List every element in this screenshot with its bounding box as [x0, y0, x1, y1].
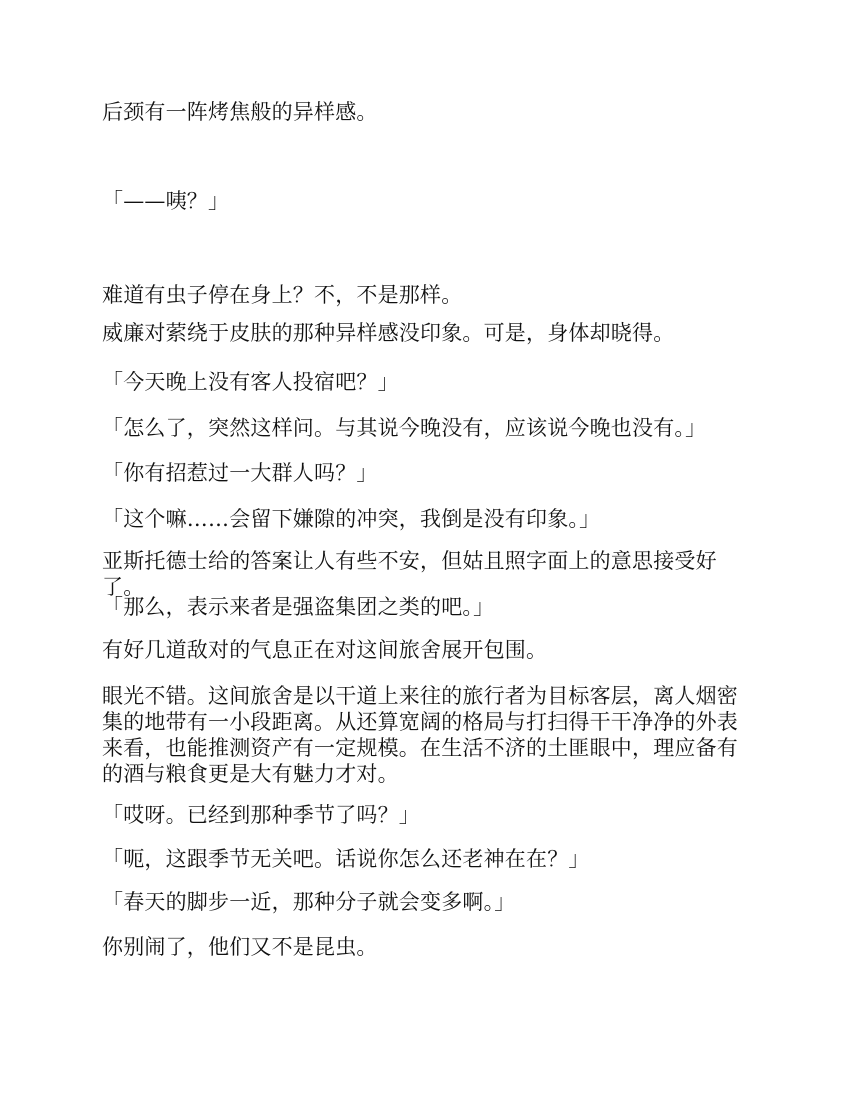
paragraph: 后颈有一阵烤焦般的异样感。	[102, 100, 378, 124]
dialogue-line: 「怎么了，突然这样问。与其说今晚没有，应该说今晚也没有。」	[102, 416, 707, 440]
paragraph: 眼光不错。这间旅舍是以干道上来往的旅行者为目标客层，离人烟密集的地带有一小段距离。从还算宽阔的格局与打扫得干干净净的外表来看，也能推测资产有一定规模。在生活不济的土匪眼中，理应备有的酒与粮食更是大有魅力才对。	[102, 684, 738, 786]
dialogue-line: 「——咦？」	[102, 189, 230, 213]
dialogue-line: 「今天晚上没有客人投宿吧？」	[102, 370, 399, 394]
paragraph: 你别闹了，他们又不是昆虫。	[102, 935, 378, 959]
dialogue-line: 「这个嘛……会留下嫌隙的冲突，我倒是没有印象。」	[102, 507, 601, 531]
dialogue-line: 「那么，表示来者是强盗集团之类的吧。」	[102, 595, 495, 619]
paragraph: 亚斯托德士给的答案让人有些不安，但姑且照字面上的意思接受好了。	[102, 549, 717, 599]
dialogue-line: 「你有招惹过一大群人吗？」	[102, 461, 378, 485]
paragraph: 有好几道敌对的气息正在对这间旅舍展开包围。	[102, 638, 548, 662]
paragraph: 威廉对萦绕于皮肤的那种异样感没印象。可是，身体却晓得。	[102, 321, 675, 345]
dialogue-line: 「哎呀。已经到那种季节了吗？」	[102, 803, 420, 827]
dialogue-line: 「春天的脚步一近，那种分子就会变多啊。」	[102, 890, 516, 914]
paragraph: 难道有虫子停在身上？不，不是那样。	[102, 283, 463, 307]
dialogue-line: 「呃，这跟季节无关吧。话说你怎么还老神在在？」	[102, 847, 590, 871]
